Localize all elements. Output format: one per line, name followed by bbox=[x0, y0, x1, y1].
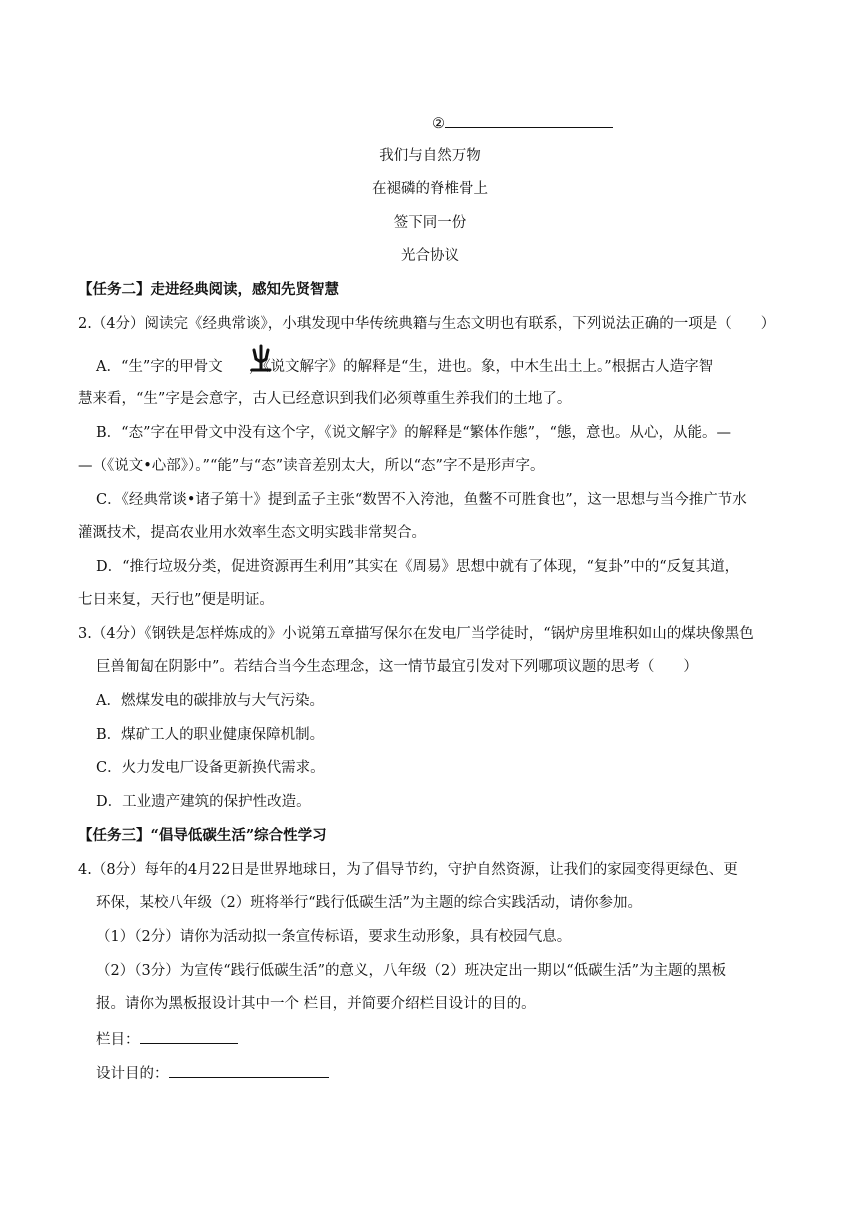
q2-option-b-line2: —（《说文•心部》）。”“能”与“态”读音差别太大，所以“态”字不是形声字。 bbox=[78, 458, 545, 474]
q3-stem-line2: 巨兽匍匐在阴影中”。若结合当今生态理念，这一情节最宜引发对下列哪项议题的思考（ ） bbox=[96, 659, 698, 675]
q2-option-a bbox=[96, 357, 713, 377]
q4-sub2-line2: 报。请你为黑板报设计其中一个 栏目，并简要介绍栏目设计的目的。 bbox=[96, 996, 536, 1012]
task3-heading: 【任务三】“倡导低碳生活”综合性学习 bbox=[78, 827, 327, 844]
q2-option-d-line2: 七日来复，天行也”便是明证。 bbox=[78, 592, 274, 608]
q3-option-c: C．火力发电厂设备更新换代需求。 bbox=[96, 760, 325, 776]
q3-option-a: A．燃煤发电的碳排放与大气污染。 bbox=[96, 693, 324, 709]
poem-blank-line bbox=[432, 112, 613, 134]
q2-option-c-line2: 灌溉技术，提高农业用水效率生态文明实践非常契合。 bbox=[78, 525, 426, 541]
column-label: 栏目： bbox=[96, 1032, 140, 1048]
q2-option-a-text: ，《说文解字》的解释是“生，进也。象，中木生出土上。”根据古人造字智 bbox=[248, 359, 714, 375]
poem-line: 在褪磷的脊椎骨上 bbox=[372, 181, 488, 197]
q2-stem: 2.（4分）阅读完《经典常谈》，小琪发现中华传统典籍与生态文明也有联系，下列说法正确的一项是（ ） bbox=[78, 316, 776, 332]
poem-line: 我们与自然万物 bbox=[379, 148, 481, 164]
answer-blank[interactable] bbox=[445, 112, 613, 128]
q3-option-d: D．工业遗产建筑的保护性改造。 bbox=[96, 794, 311, 810]
q2-option-d: D．“推行垃圾分类，促进资源再生利用”其实在《周易》思想中就有了体现，“复卦”中的“反复其道， bbox=[96, 559, 740, 575]
q3-stem: 3.（4分）《钢铁是怎样炼成的》小说第五章描写保尔在发电厂当学徒时，“锅炉房里堆积如山的煤块像黑色 bbox=[78, 626, 754, 642]
poem-line: 签下同一份 bbox=[393, 215, 467, 231]
purpose-answer-line bbox=[96, 1062, 329, 1084]
task2-heading: 【任务二】走进经典阅读，感知先贤智慧 bbox=[78, 281, 339, 298]
q2-option-c: C．《经典常谈•诸子第十》提到孟子主张“数罟不入洿池，鱼鳖不可胜食也”，这一思想与当今推广节水 bbox=[96, 492, 747, 508]
q2-option-b: B．“态”字在甲骨文中没有这个字，《说文解字》的解释是“繁体作態”，“態，意也。从心，从能。— bbox=[96, 425, 731, 441]
poem-line: 光合协议 bbox=[401, 248, 459, 264]
q2-option-a-line2: 慧来看，“生”字是会意字，古人已经意识到我们必须尊重生养我们的土地了。 bbox=[78, 391, 572, 407]
q4-stem-line2: 环保，某校八年级（2）班将举行“践行低碳生活”为主题的综合实践活动，请你参加。 bbox=[96, 895, 643, 911]
column-answer-blank[interactable] bbox=[140, 1028, 238, 1044]
q4-sub1: （1）（2分）请你为活动拟一条宣传标语，要求生动形象，具有校园气息。 bbox=[96, 929, 572, 945]
q3-option-b: B．煤矿工人的职业健康保障机制。 bbox=[96, 727, 325, 743]
q4-stem: 4.（8分）每年的4月22日是世界地球日，为了倡导节约，守护自然资源，让我们的家园变得更绿色、更 bbox=[78, 862, 738, 878]
purpose-answer-blank[interactable] bbox=[169, 1062, 329, 1078]
blank-marker: ② bbox=[432, 116, 445, 132]
q4-sub2: （2）（3分）为宣传“践行低碳生活”的意义，八年级（2）班决定出一期以“低碳生活”为主题的黑板 bbox=[96, 963, 727, 979]
purpose-label: 设计目的： bbox=[96, 1066, 169, 1082]
q2-option-a-prefix: A．“生”字的甲骨文 bbox=[96, 359, 223, 375]
column-answer-line bbox=[96, 1028, 238, 1050]
